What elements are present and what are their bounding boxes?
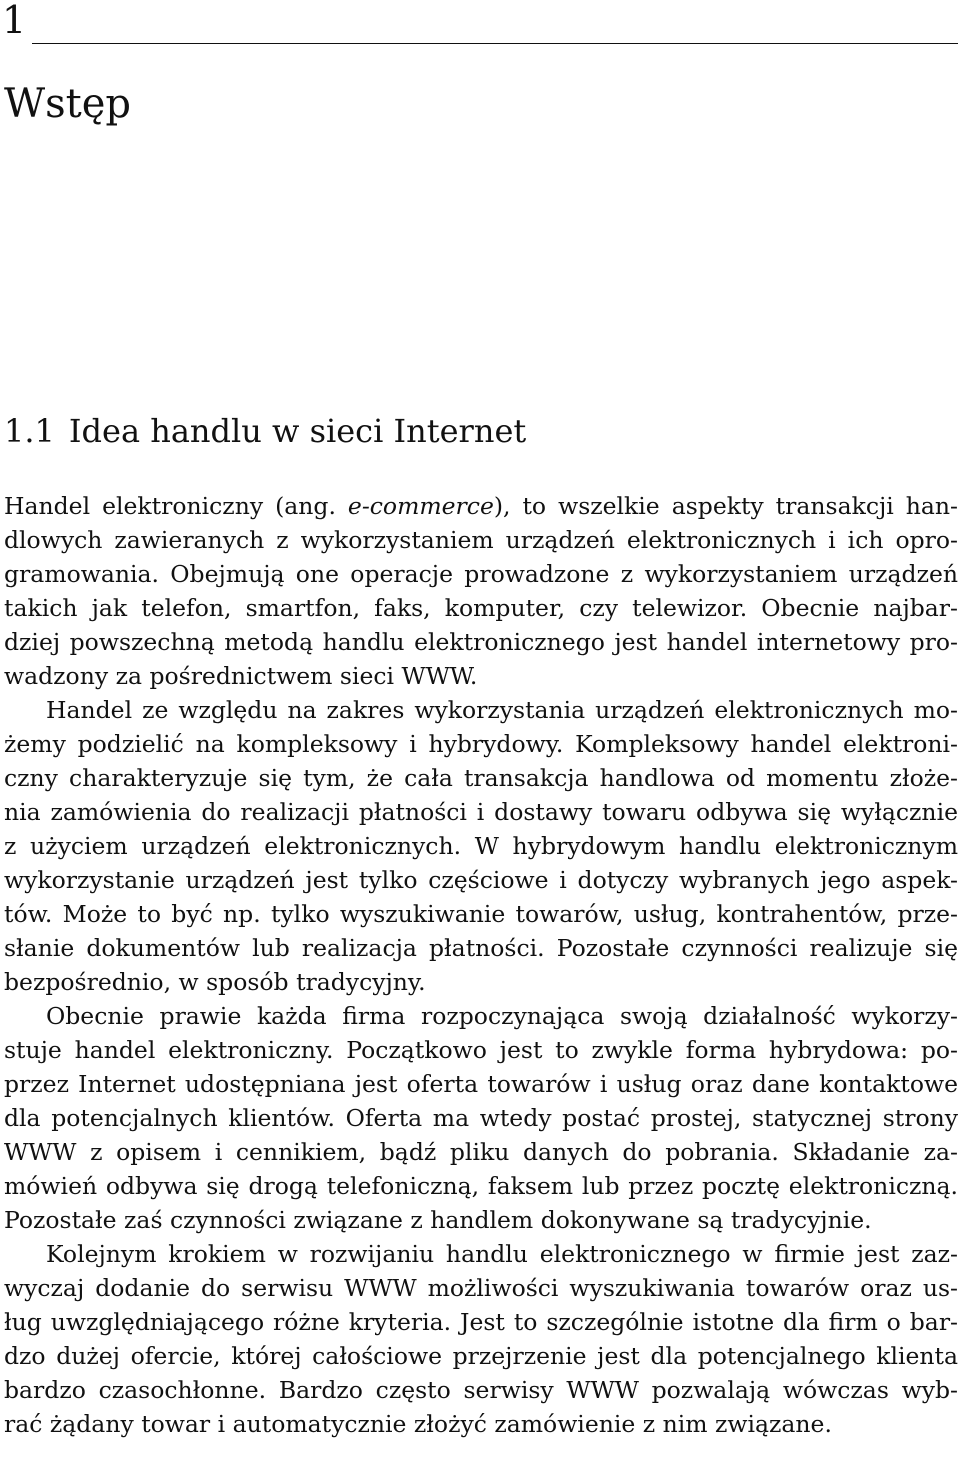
text-line: Handel ze względu na zakres wykorzystania urządzeń elektronicznych mo-	[46, 696, 958, 724]
text-line: gramowania. Obejmują one operacje prowadzone z wykorzystaniem urządzeń	[4, 560, 958, 588]
text-line: dziej powszechną metodą handlu elektronicznego jest handel internetowy pro-	[4, 628, 958, 656]
text-line: dzo dużej ofercie, której całościowe przejrzenie jest dla potencjalnego klienta	[4, 1342, 958, 1370]
section-number: 1.1	[4, 412, 55, 450]
paragraph	[4, 693, 958, 999]
text-line: nia zamówienia do realizacji płatności i dostawy towaru odbywa się wyłącznie	[4, 798, 958, 826]
text-line: żemy podzielić na kompleksowy i hybrydowy. Kompleksowy handel elektroni-	[4, 730, 958, 758]
body-text	[4, 489, 958, 1441]
text-line: z użyciem urządzeń elektronicznych. W hybrydowym handlu elektronicznym	[4, 832, 958, 860]
chapter-header	[0, 0, 960, 48]
italic-term: e-commerce	[347, 492, 494, 520]
text-line: ług uwzględniającego różne kryteria. Jest to szczególnie istotne dla firm o bar-	[4, 1308, 958, 1336]
text-line: wadzony za pośrednictwem sieci WWW.	[4, 662, 478, 690]
text-line: WWW z opisem i cennikiem, bądź pliku danych do pobrania. Składanie za-	[4, 1138, 958, 1166]
text-line: czny charakteryzuje się tym, że cała transakcja handlowa od momentu złoże-	[4, 764, 958, 792]
paragraph	[4, 1237, 958, 1441]
text-span: ), to wszelkie aspekty transakcji han-	[493, 492, 958, 520]
section-title	[4, 407, 526, 455]
chapter-rule	[32, 43, 958, 44]
text-line: bardzo czasochłonne. Bardzo często serwisy WWW pozwalają wówczas wyb-	[4, 1376, 958, 1404]
text-line: wyczaj dodanie do serwisu WWW możliwości wyszukiwania towarów oraz us-	[4, 1274, 958, 1302]
section-title-text: Idea handlu w sieci Internet	[68, 412, 527, 450]
paragraph	[4, 489, 958, 693]
text-line: Obecnie prawie każda firma rozpoczynająca swoją działalność wykorzy-	[46, 1002, 958, 1030]
text-line: wykorzystanie urządzeń jest tylko częściowe i dotyczy wybranych jego aspek-	[4, 866, 958, 894]
text-line: mówień odbywa się drogą telefoniczną, faksem lub przez pocztę elektroniczną.	[4, 1172, 958, 1200]
text-line: bezpośrednio, w sposób tradycyjny.	[4, 968, 426, 996]
text-line: takich jak telefon, smartfon, faks, komputer, czy telewizor. Obecnie najbar-	[4, 594, 958, 622]
text-line: tów. Może to być np. tylko wyszukiwanie towarów, usług, kontrahentów, prze-	[4, 900, 958, 928]
text-line: przez Internet udostępniana jest oferta towarów i usług oraz dane kontaktowe	[4, 1070, 958, 1098]
chapter-title: Wstęp	[4, 81, 131, 127]
text-line	[4, 489, 958, 523]
text-line: rać żądany towar i automatycznie złożyć zamówienie z nim związane.	[4, 1410, 832, 1438]
text-line: dla potencjalnych klientów. Oferta ma wtedy postać prostej, statycznej strony	[4, 1104, 958, 1132]
chapter-number: 1	[2, 0, 27, 42]
text-line: dlowych zawieranych z wykorzystaniem urządzeń elektronicznych i ich opro-	[4, 526, 958, 554]
text-line: stuje handel elektroniczny. Początkowo jest to zwykle forma hybrydowa: po-	[4, 1036, 958, 1064]
text-line: Pozostałe zaś czynności związane z handlem dokonywane są tradycyjnie.	[4, 1206, 872, 1234]
text-span: Handel elektroniczny (ang.	[4, 492, 348, 520]
text-line: Kolejnym krokiem w rozwijaniu handlu elektronicznego w firmie jest zaz-	[46, 1240, 958, 1268]
text-line: słanie dokumentów lub realizacja płatności. Pozostałe czynności realizuje się	[4, 934, 958, 962]
paragraph	[4, 999, 958, 1237]
